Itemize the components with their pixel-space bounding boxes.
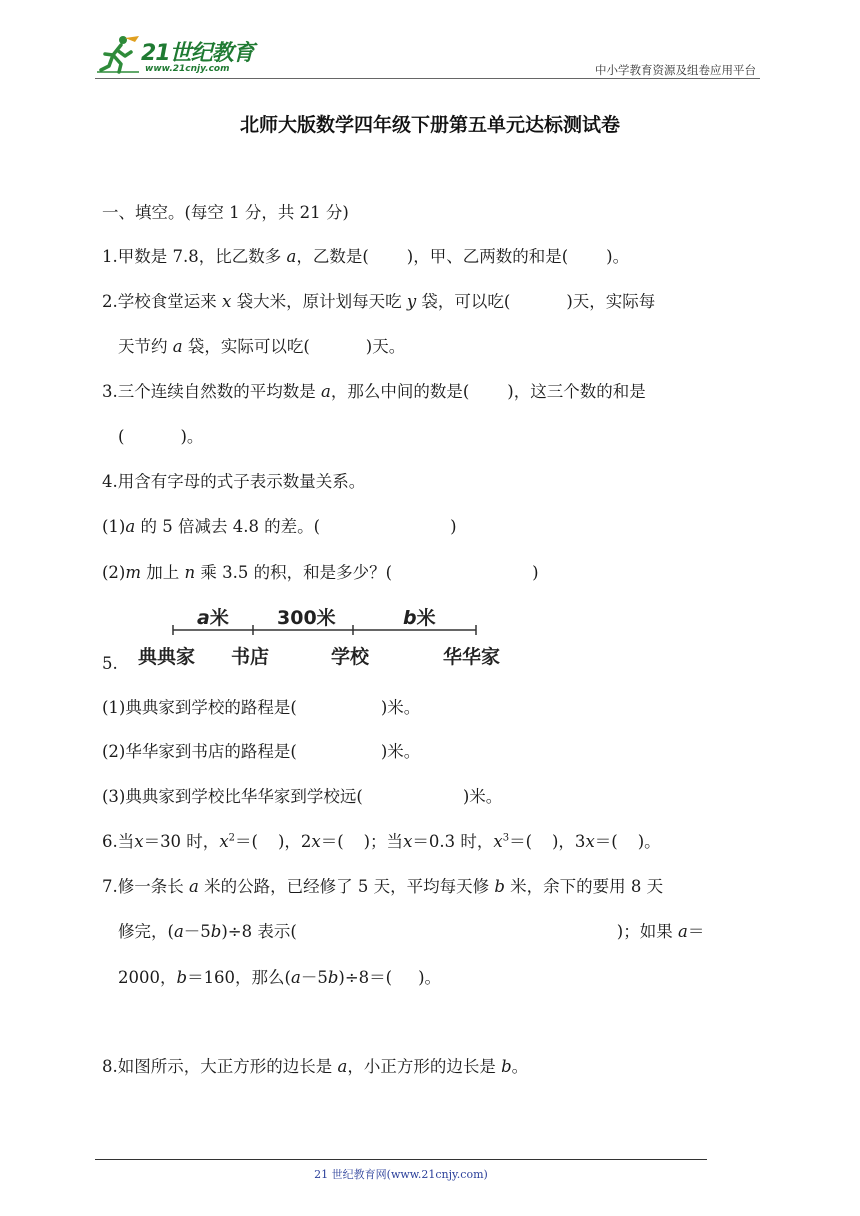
question-1: 1.甲数是 7.8，比乙数多 a，乙数是( )，甲、乙两数的和是( )。 [102,247,630,266]
header-tagline: 中小学教育资源及组卷应用平台 [595,63,756,77]
segment-1-label: a米 [197,607,229,629]
question-5-part-2: (2)华华家到书店的路程是( )米。 [102,742,421,761]
logo [95,34,265,78]
place-school: 学校 [331,646,370,668]
place-diandian-home: 典典家 [138,646,196,668]
runner-logo-icon [95,34,141,74]
question-3-line-2: ( )。 [118,427,204,446]
header-divider [95,78,760,79]
question-2-line-2: 天节约 a 袋，实际可以吃( )天。 [118,337,406,356]
page-title: 北师大版数学四年级下册第五单元达标测试卷 [239,114,620,136]
question-3-line-1: 3.三个连续自然数的平均数是 a，那么中间的数是( )，这三个数的和是 [102,382,646,401]
question-7-line-1: 7.修一条长 a 米的公路，已经修了 5 天，平均每天修 b 米，余下的要用 8 天 [102,877,664,896]
question-4: 4.用含有字母的式子表示数量关系。 [102,472,366,491]
question-5-part-3: (3)典典家到学校比华华家到学校远( )米。 [102,787,503,806]
question-7-line-3: 2000，b＝160，那么(a－5b)÷8＝( )。 [118,968,442,987]
logo-title: 21世纪教育 [141,41,254,66]
place-huahua-home: 华华家 [443,646,501,668]
section-1-heading: 一、填空。(每空 1 分，共 21 分) [102,203,349,222]
page-header [95,34,760,80]
question-5-part-1: (1)典典家到学校的路程是( )米。 [102,698,421,717]
question-2-line-1: 2.学校食堂运来 x 袋大米，原计划每天吃 y 袋，可以吃( )天，实际每 [102,292,656,311]
question-4-part-2: (2)m 加上 n 乘 3.5 的积，和是多少？( ) [102,563,539,582]
question-8: 8.如图所示，大正方形的边长是 a，小正方形的边长是 b。 [102,1057,529,1076]
footer-divider [95,1159,707,1160]
question-6: 6.当x＝30 时，$x^2=$( )，2x＝( )；当x＝0.3 时，$x^3=$( )，3x＝( )。 [102,832,661,851]
question-5-number: 5. [102,654,118,673]
place-bookstore: 书店 [231,646,270,668]
footer-text: 21 世纪教育网(www.21cnjy.com) [314,1168,488,1181]
route-diagram [135,600,525,670]
logo-url: www.21cnjy.com [145,64,230,74]
segment-2-label: 300米 [277,607,336,629]
segment-3-label: b米 [403,607,436,629]
question-4-part-1: (1)a 的 5 倍减去 4.8 的差。( ) [102,517,457,536]
question-7-line-2: 修完，(a－5b)÷8 表示( )；如果 a＝ [118,922,705,941]
